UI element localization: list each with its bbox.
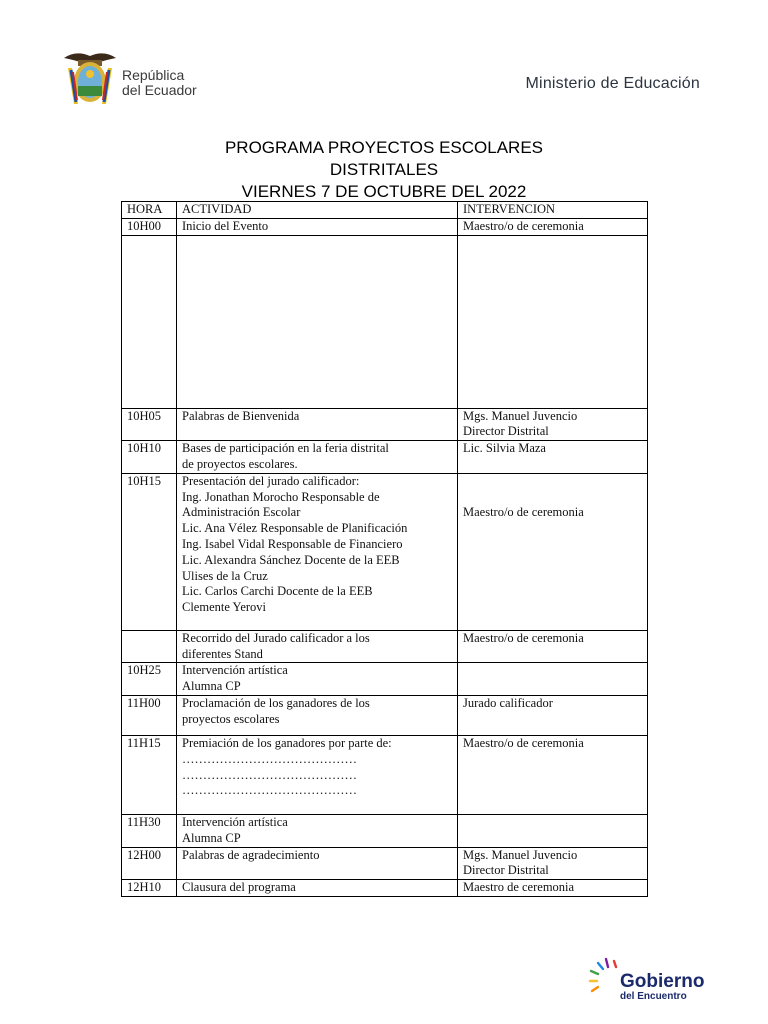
cell-hora: 11H30 <box>122 814 177 847</box>
cell-actividad <box>177 814 458 847</box>
cell-actividad <box>177 880 458 897</box>
actividad-line: Lic. Ana Vélez Responsable de Planificación <box>182 521 408 536</box>
intervencion-line <box>463 815 642 831</box>
cell-intervencion <box>458 473 648 630</box>
cell-actividad <box>177 630 458 663</box>
actividad-line: diferentes Stand <box>182 646 263 661</box>
table-row <box>122 441 648 474</box>
table-row <box>122 630 648 663</box>
actividad-line: …………………………………… <box>182 751 357 766</box>
gobierno-line-1: Gobierno <box>620 971 705 992</box>
cell-intervencion <box>458 735 648 814</box>
actividad-line: Ing. Jonathan Morocho Responsable de <box>182 489 380 504</box>
intervencion-line: Maestro/o de ceremonia <box>463 630 584 645</box>
actividad-line: Administración Escolar <box>182 505 301 520</box>
gobierno-logo <box>588 955 706 1005</box>
gobierno-line-2: del Encuentro <box>620 991 687 1002</box>
cell-hora: 12H10 <box>122 880 177 897</box>
actividad-line: Proclamación de los ganadores de los <box>182 695 370 710</box>
intervencion-line: Director Distrital <box>463 863 549 878</box>
cell-intervencion <box>458 441 648 474</box>
title-line-2: DISTRITALES <box>329 160 439 179</box>
intervencion-line: Jurado calificador <box>463 695 553 710</box>
cell-hora: 10H05 <box>122 408 177 441</box>
header-intervencion: INTERVENCION <box>458 202 648 219</box>
actividad-line: Clemente Yerovi <box>182 600 267 615</box>
actividad-line: Alumna CP <box>182 830 241 845</box>
cell-intervencion <box>458 695 648 735</box>
actividad-line: Presentación del jurado calificador: <box>182 473 360 488</box>
actividad-line: Inicio del Evento <box>182 218 269 233</box>
program-table <box>121 201 648 897</box>
document-title <box>0 137 768 203</box>
actividad-line: Palabras de agradecimiento <box>182 847 320 862</box>
actividad-line: Lic. Carlos Carchi Docente de la EEB <box>182 584 373 599</box>
cell-intervencion <box>458 235 648 408</box>
actividad-line: Bases de participación en la feria distrital <box>182 441 389 456</box>
cell-actividad <box>177 735 458 814</box>
republic-line-2: del Ecuador <box>122 82 197 98</box>
cell-intervencion <box>458 218 648 235</box>
intervencion-line: Maestro/o de ceremonia <box>463 735 584 750</box>
actividad-line: Palabras de Bienvenida <box>182 408 300 423</box>
cell-actividad <box>177 695 458 735</box>
cell-actividad <box>177 441 458 474</box>
title-line-3: VIERNES 7 DE OCTUBRE DEL 2022 <box>241 182 527 201</box>
actividad-line <box>182 236 452 252</box>
cell-hora <box>122 630 177 663</box>
cell-intervencion <box>458 408 648 441</box>
intervencion-line: Maestro/o de ceremonia <box>463 505 584 520</box>
cell-hora: 12H00 <box>122 847 177 880</box>
actividad-line: Clausura del programa <box>182 880 296 895</box>
cell-hora: 10H00 <box>122 218 177 235</box>
coat-of-arms-icon <box>62 48 118 110</box>
cell-intervencion <box>458 663 648 696</box>
cell-actividad <box>177 235 458 408</box>
table-row <box>122 814 648 847</box>
cell-intervencion <box>458 630 648 663</box>
gobierno-wordmark <box>620 972 704 1003</box>
intervencion-line <box>463 236 642 252</box>
actividad-line: Alumna CP <box>182 679 241 694</box>
intervencion-line: Lic. Silvia Maza <box>463 441 546 456</box>
cell-actividad <box>177 663 458 696</box>
intervencion-line <box>463 663 642 679</box>
cell-hora: 11H00 <box>122 695 177 735</box>
actividad-line: Recorrido del Jurado calificador a los <box>182 630 370 645</box>
header-actividad: ACTIVIDAD <box>177 202 458 219</box>
republic-name <box>122 68 197 98</box>
ministry-name: Ministerio de Educación <box>525 75 700 92</box>
intervencion-line: Mgs. Manuel Juvencio <box>463 847 578 862</box>
header-hora: HORA <box>122 202 177 219</box>
table-row <box>122 695 648 735</box>
actividad-line: …………………………………… <box>182 783 357 798</box>
cell-hora: 10H15 <box>122 473 177 630</box>
actividad-line: Intervención artística <box>182 814 288 829</box>
table-row <box>122 235 648 408</box>
table-row <box>122 663 648 696</box>
republic-line-1: República <box>122 67 185 83</box>
cell-actividad <box>177 408 458 441</box>
actividad-line: Intervención artística <box>182 663 288 678</box>
page-header <box>0 0 768 120</box>
actividad-line: …………………………………… <box>182 767 357 782</box>
intervencion-line: Mgs. Manuel Juvencio <box>463 408 578 423</box>
cell-actividad <box>177 473 458 630</box>
cell-actividad <box>177 218 458 235</box>
table-row <box>122 218 648 235</box>
actividad-line: proyectos escolares <box>182 711 280 726</box>
cell-hora: 10H25 <box>122 663 177 696</box>
table-header-row <box>122 202 648 219</box>
table-row <box>122 880 648 897</box>
cell-intervencion <box>458 880 648 897</box>
intervencion-line: Maestro/o de ceremonia <box>463 218 584 233</box>
intervencion-line <box>463 474 642 490</box>
table-row <box>122 847 648 880</box>
actividad-line: de proyectos escolares. <box>182 456 298 471</box>
actividad-line: Lic. Alexandra Sánchez Docente de la EEB <box>182 552 400 567</box>
cell-hora: 11H15 <box>122 735 177 814</box>
cell-hora: 10H10 <box>122 441 177 474</box>
actividad-line: Ing. Isabel Vidal Responsable de Financiero <box>182 536 403 551</box>
gobierno-burst-icon <box>588 955 618 1005</box>
table-row <box>122 735 648 814</box>
title-line-1: PROGRAMA PROYECTOS ESCOLARES <box>224 138 544 157</box>
cell-intervencion <box>458 847 648 880</box>
table-row <box>122 408 648 441</box>
intervencion-line: Maestro de ceremonia <box>463 880 575 895</box>
intervencion-line: Director Distrital <box>463 424 549 439</box>
cell-actividad <box>177 847 458 880</box>
intervencion-line <box>463 490 642 506</box>
actividad-line: Ulises de la Cruz <box>182 568 268 583</box>
cell-intervencion <box>458 814 648 847</box>
cell-hora <box>122 235 177 408</box>
table-row <box>122 473 648 630</box>
actividad-line: Premiación de los ganadores por parte de: <box>182 735 392 750</box>
